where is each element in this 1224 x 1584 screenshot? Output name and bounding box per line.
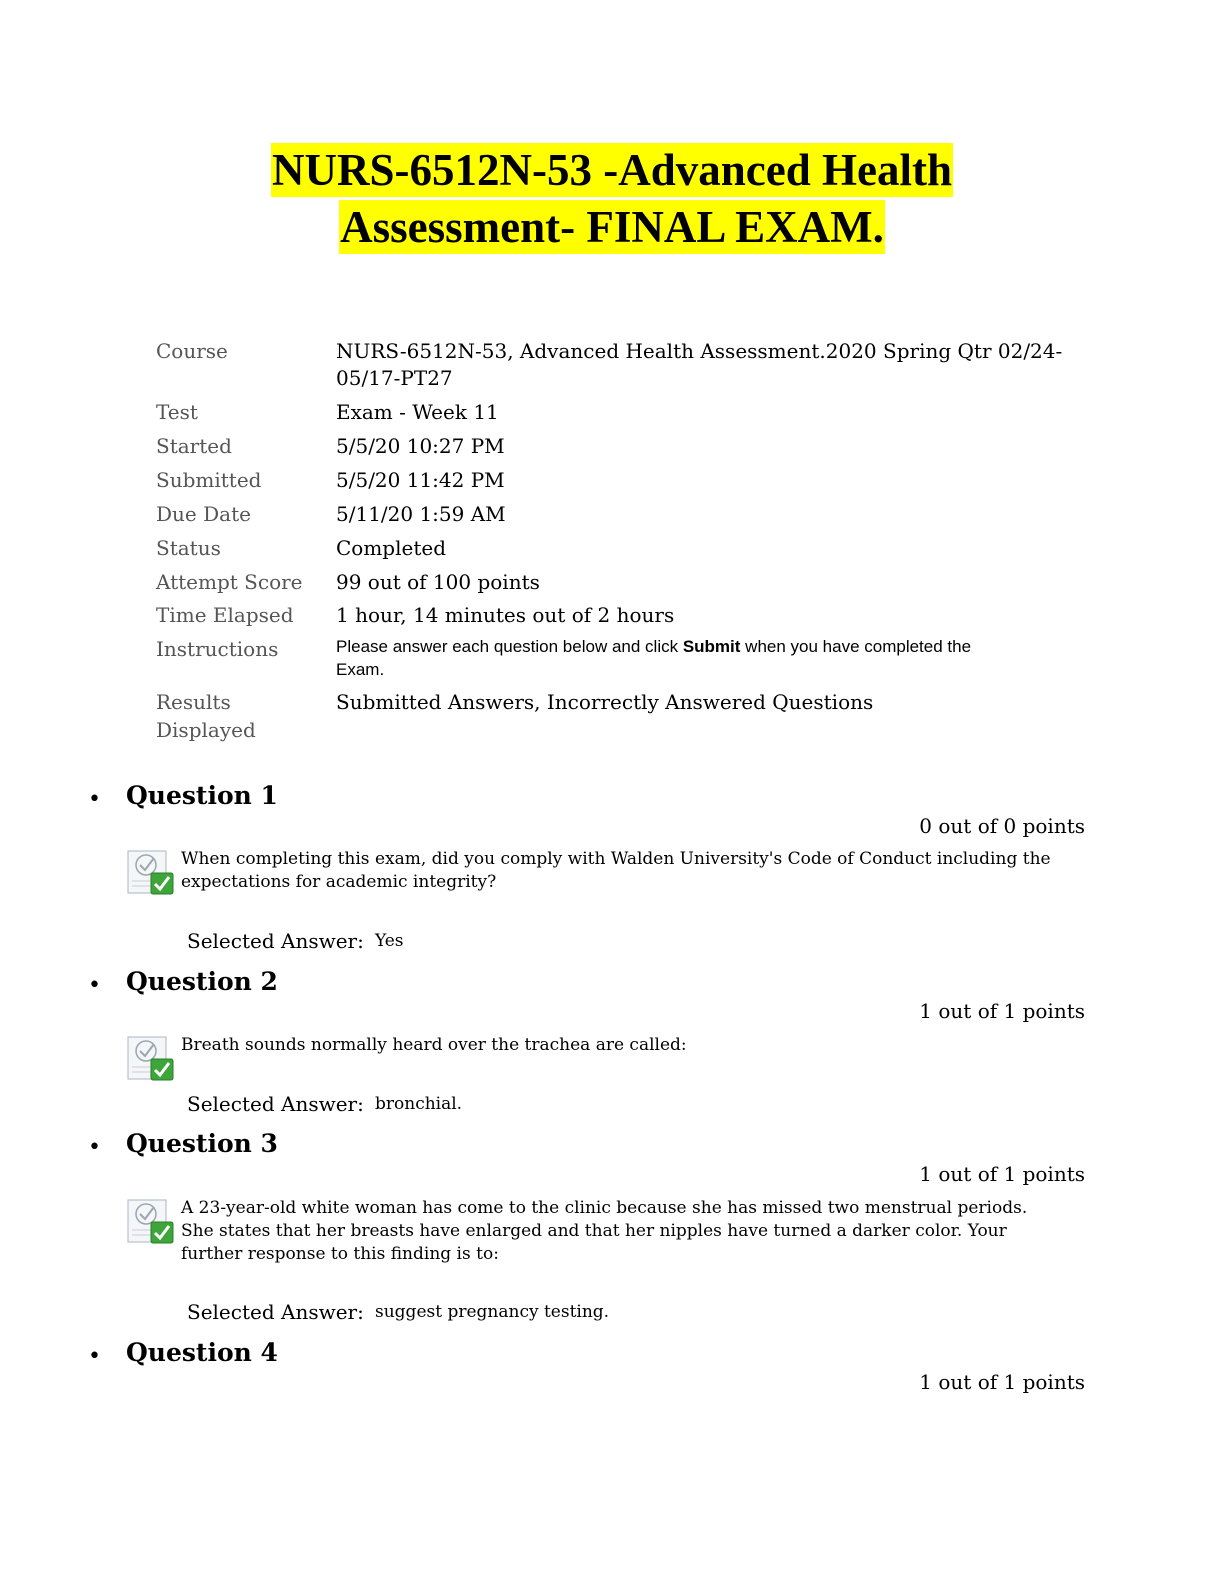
- question-3-text: [181, 1197, 1051, 1266]
- question-3-selected-value: suggest pregnancy testing.: [375, 1302, 610, 1322]
- test-label: Test: [156, 400, 198, 424]
- question-3-text-line-3: further response to this finding is to:: [181, 1244, 499, 1264]
- course-value-line-1: NURS-6512N-53, Advanced Health Assessment.2020 Spring Qtr 02/24-: [336, 339, 1063, 363]
- question-1-text-line-1: When completing this exam, did you comply with Walden University's Code of Conduct including the: [181, 849, 1051, 869]
- results-displayed-label-line-1: Results: [156, 690, 231, 714]
- question-3-text-line-2: She states that her breasts have enlarged and that her nipples have turned a darker color. Your: [181, 1221, 1007, 1241]
- question-3-selected-label: Selected Answer:: [187, 1300, 364, 1324]
- correct-answer-icon: [126, 1195, 176, 1245]
- instructions-text-post: when you have completed the: [740, 637, 972, 656]
- instructions-label: Instructions: [156, 637, 279, 661]
- bullet: •: [88, 973, 101, 998]
- question-3-heading: Question 3: [126, 1129, 278, 1158]
- started-label: Started: [156, 434, 232, 458]
- question-2-points: 1 out of 1 points: [919, 999, 1085, 1023]
- course-label: Course: [156, 339, 228, 363]
- question-1-points: 0 out of 0 points: [919, 814, 1085, 838]
- question-1-text-line-2: expectations for academic integrity?: [181, 872, 497, 892]
- results-displayed-label-line-2: Displayed: [156, 718, 256, 742]
- question-1-selected-value: Yes: [375, 931, 404, 951]
- attempt-score-label: Attempt Score: [156, 570, 303, 594]
- question-2-text-line-1: Breath sounds normally heard over the trachea are called:: [181, 1035, 687, 1055]
- status-value: Completed: [336, 536, 447, 560]
- test-value: Exam - Week 11: [336, 400, 499, 424]
- page-title-line-2: Assessment- FINAL EXAM.: [340, 202, 884, 252]
- bullet: •: [88, 787, 101, 812]
- bullet: •: [88, 1344, 101, 1369]
- question-2-selected-label: Selected Answer:: [187, 1092, 364, 1116]
- instructions-value: [336, 635, 971, 658]
- question-2-selected-value: bronchial.: [375, 1094, 463, 1114]
- submitted-value: 5/5/20 11:42 PM: [336, 468, 505, 492]
- due-date-label: Due Date: [156, 502, 251, 526]
- course-value-line-2: 05/17-PT27: [336, 366, 453, 390]
- question-1-heading: Question 1: [126, 781, 278, 810]
- page-title-line-1: NURS-6512N-53 -Advanced Health: [272, 145, 952, 195]
- question-1-text: [181, 848, 1051, 894]
- bullet: •: [88, 1135, 101, 1160]
- started-value: 5/5/20 10:27 PM: [336, 434, 505, 458]
- instructions-value-line-2: Exam.: [336, 660, 385, 679]
- instructions-submit-word: Submit: [682, 637, 741, 656]
- submitted-label: Submitted: [156, 468, 262, 492]
- correct-answer-icon: [126, 846, 176, 896]
- attempt-score-value: 99 out of 100 points: [336, 570, 540, 594]
- status-label: Status: [156, 536, 221, 560]
- question-3-points: 1 out of 1 points: [919, 1162, 1085, 1186]
- time-elapsed-value: 1 hour, 14 minutes out of 2 hours: [336, 603, 675, 627]
- question-3-text-line-1: A 23-year-old white woman has come to the clinic because she has missed two menstrual periods.: [181, 1198, 1028, 1218]
- question-2-heading: Question 2: [126, 967, 278, 996]
- correct-answer-icon: [126, 1032, 176, 1082]
- time-elapsed-label: Time Elapsed: [156, 603, 294, 627]
- question-2-text: [181, 1034, 1051, 1057]
- question-4-heading: Question 4: [126, 1338, 278, 1367]
- question-1-selected-label: Selected Answer:: [187, 929, 364, 953]
- instructions-text-pre: Please answer each question below and click: [336, 637, 683, 656]
- results-displayed-value: Submitted Answers, Incorrectly Answered Questions: [336, 690, 874, 714]
- due-date-value: 5/11/20 1:59 AM: [336, 502, 506, 526]
- question-4-points: 1 out of 1 points: [919, 1370, 1085, 1394]
